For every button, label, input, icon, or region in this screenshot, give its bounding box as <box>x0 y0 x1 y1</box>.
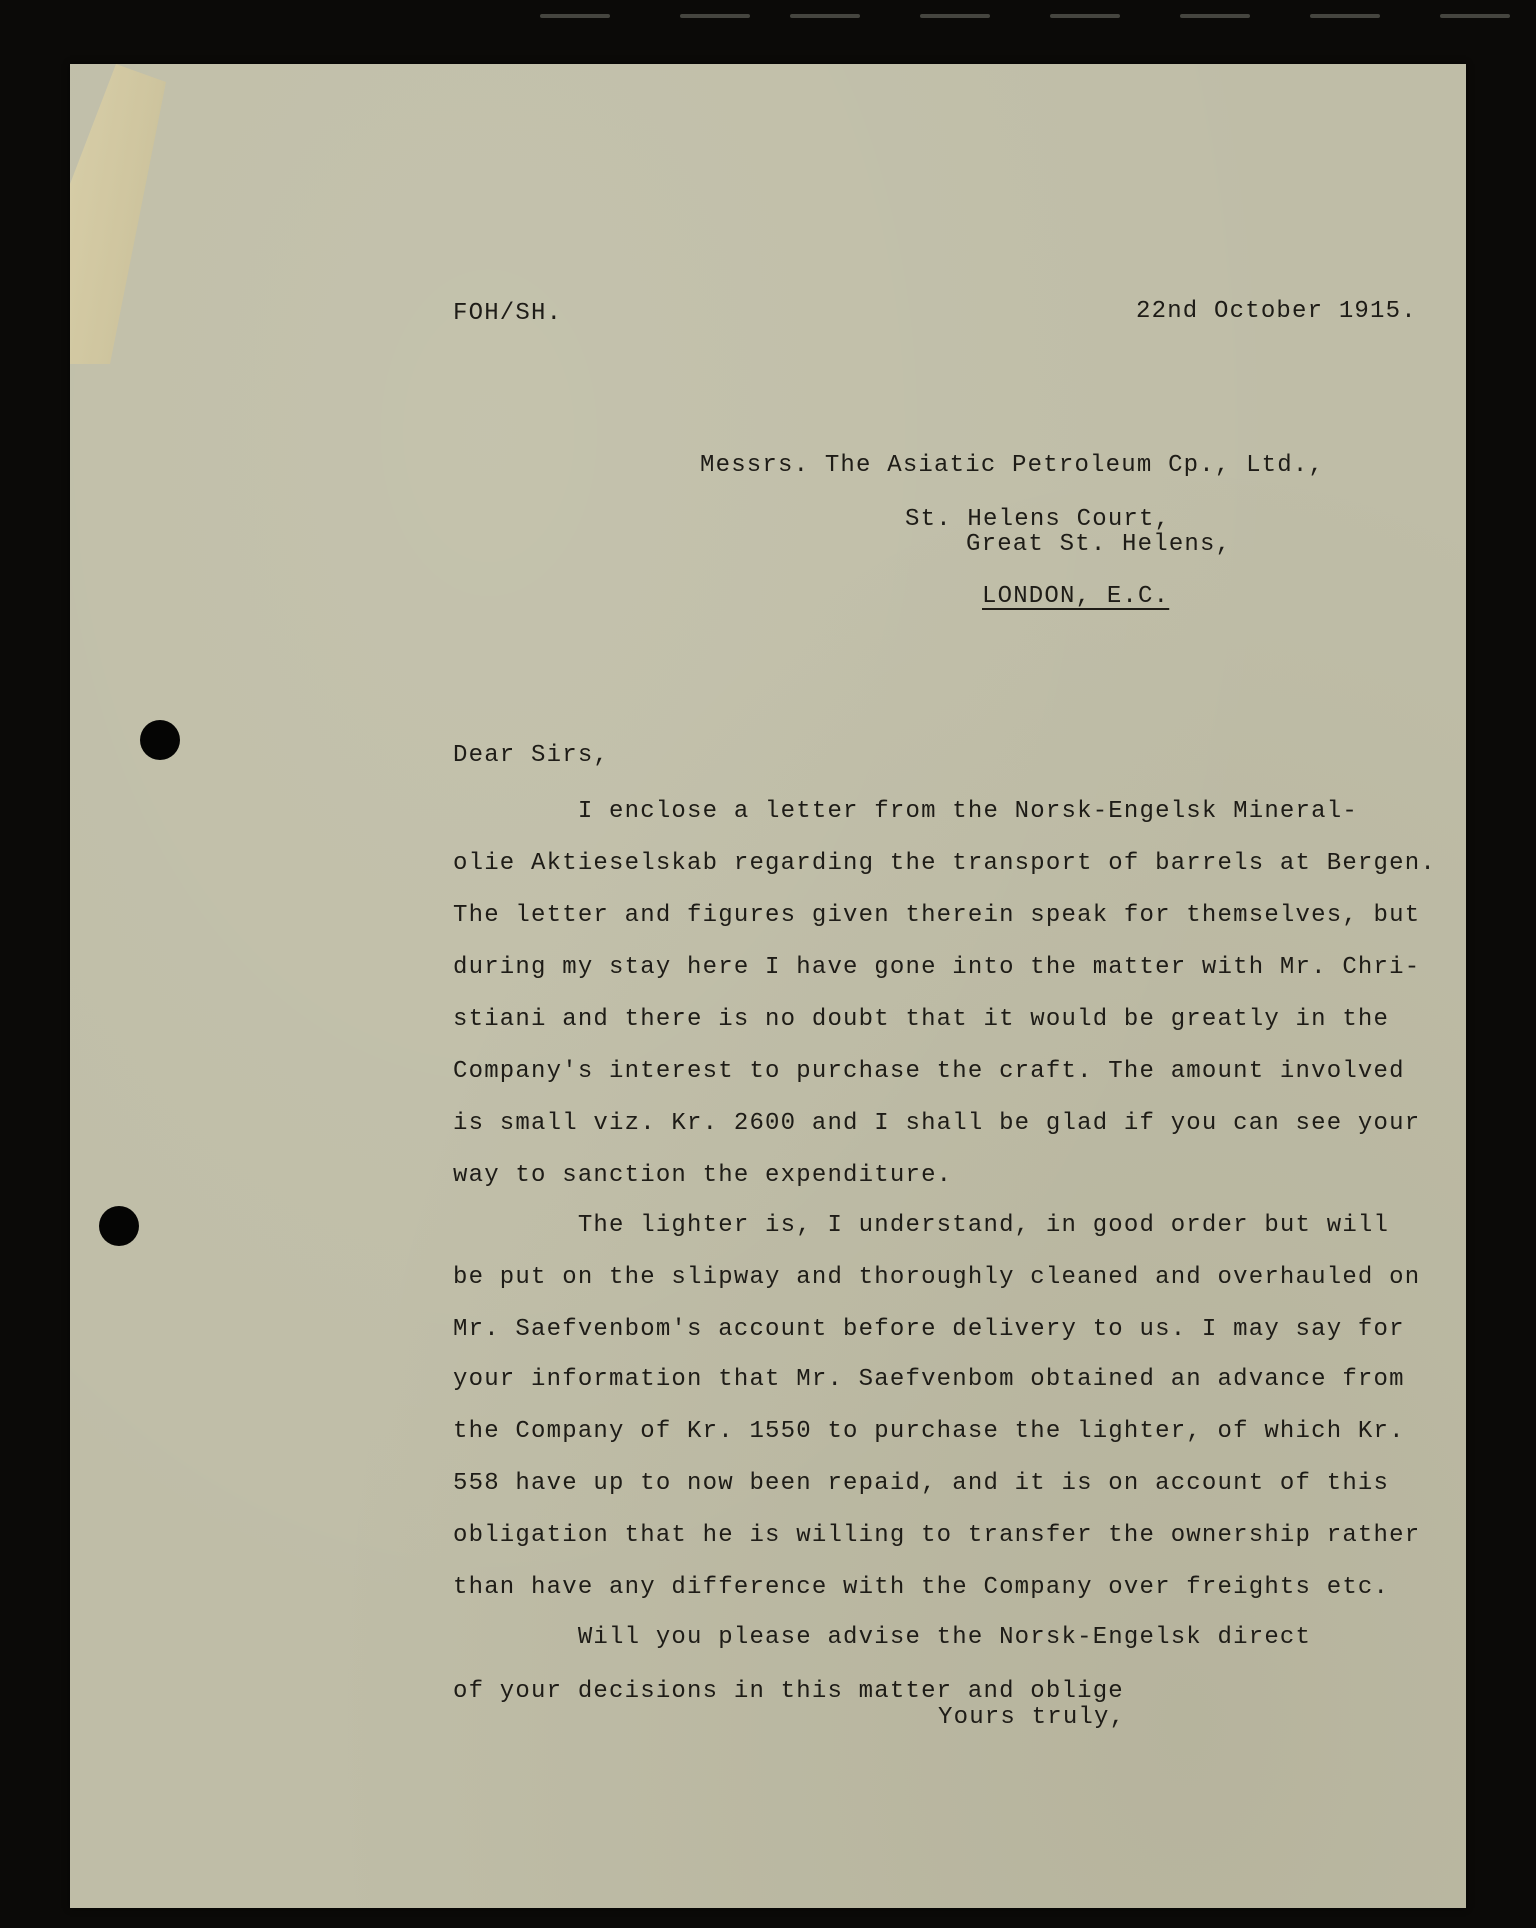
body-line: obligation that he is willing to transfer the ownership rather <box>453 1522 1421 1549</box>
body-line: Mr. Saefvenbom's account before delivery to us. I may say for <box>453 1316 1405 1343</box>
body-line: Will you please advise the Norsk-Engelsk direct <box>453 1624 1312 1651</box>
body-line: Company's interest to purchase the craft. The amount involved <box>453 1058 1405 1085</box>
body-line: The lighter is, I understand, in good order but will <box>453 1212 1390 1239</box>
body-line: during my stay here I have gone into the matter with Mr. Chri- <box>453 954 1421 981</box>
scale-mark <box>790 14 860 18</box>
body-line: stiani and there is no doubt that it would be greatly in the <box>453 1006 1390 1033</box>
body-line: be put on the slipway and thoroughly cleaned and overhauled on <box>453 1264 1421 1291</box>
body-line: The letter and figures given therein speak for themselves, but <box>453 902 1421 929</box>
body-line: olie Aktieselskab regarding the transport of barrels at Bergen. <box>453 850 1436 877</box>
body-line: way to sanction the expenditure. <box>453 1162 953 1189</box>
scale-mark <box>1180 14 1250 18</box>
scale-mark <box>680 14 750 18</box>
recipient-line-4: LONDON, E.C. <box>982 583 1170 610</box>
body-line: 558 have up to now been repaid, and it is on account of this <box>453 1470 1390 1497</box>
typed-letter <box>70 64 1466 1908</box>
body-line: your information that Mr. Saefvenbom obtained an advance from <box>453 1366 1405 1393</box>
archive-scale-marks <box>540 10 1520 24</box>
closing-line: of your decisions in this matter and oblige <box>453 1678 1124 1705</box>
scale-mark <box>920 14 990 18</box>
scale-mark <box>1310 14 1380 18</box>
valediction: Yours truly, <box>938 1704 1126 1731</box>
scale-mark <box>540 14 610 18</box>
scale-mark <box>1050 14 1120 18</box>
body-line: I enclose a letter from the Norsk-Engelsk Mineral- <box>453 798 1358 825</box>
salutation: Dear Sirs, <box>453 742 610 769</box>
reference-code: FOH/SH. <box>453 300 563 327</box>
letter-date: 22nd October 1915. <box>1136 298 1417 325</box>
scale-mark <box>1440 14 1510 18</box>
body-line: is small viz. Kr. 2600 and I shall be glad if you can see your <box>453 1110 1421 1137</box>
recipient-line-2: St. Helens Court, <box>905 506 1171 533</box>
body-line: the Company of Kr. 1550 to purchase the lighter, of which Kr. <box>453 1418 1405 1445</box>
recipient-line-3: Great St. Helens, <box>966 531 1232 558</box>
body-line: than have any difference with the Company over freights etc. <box>453 1574 1390 1601</box>
recipient-line-1: Messrs. The Asiatic Petroleum Cp., Ltd., <box>700 452 1325 479</box>
